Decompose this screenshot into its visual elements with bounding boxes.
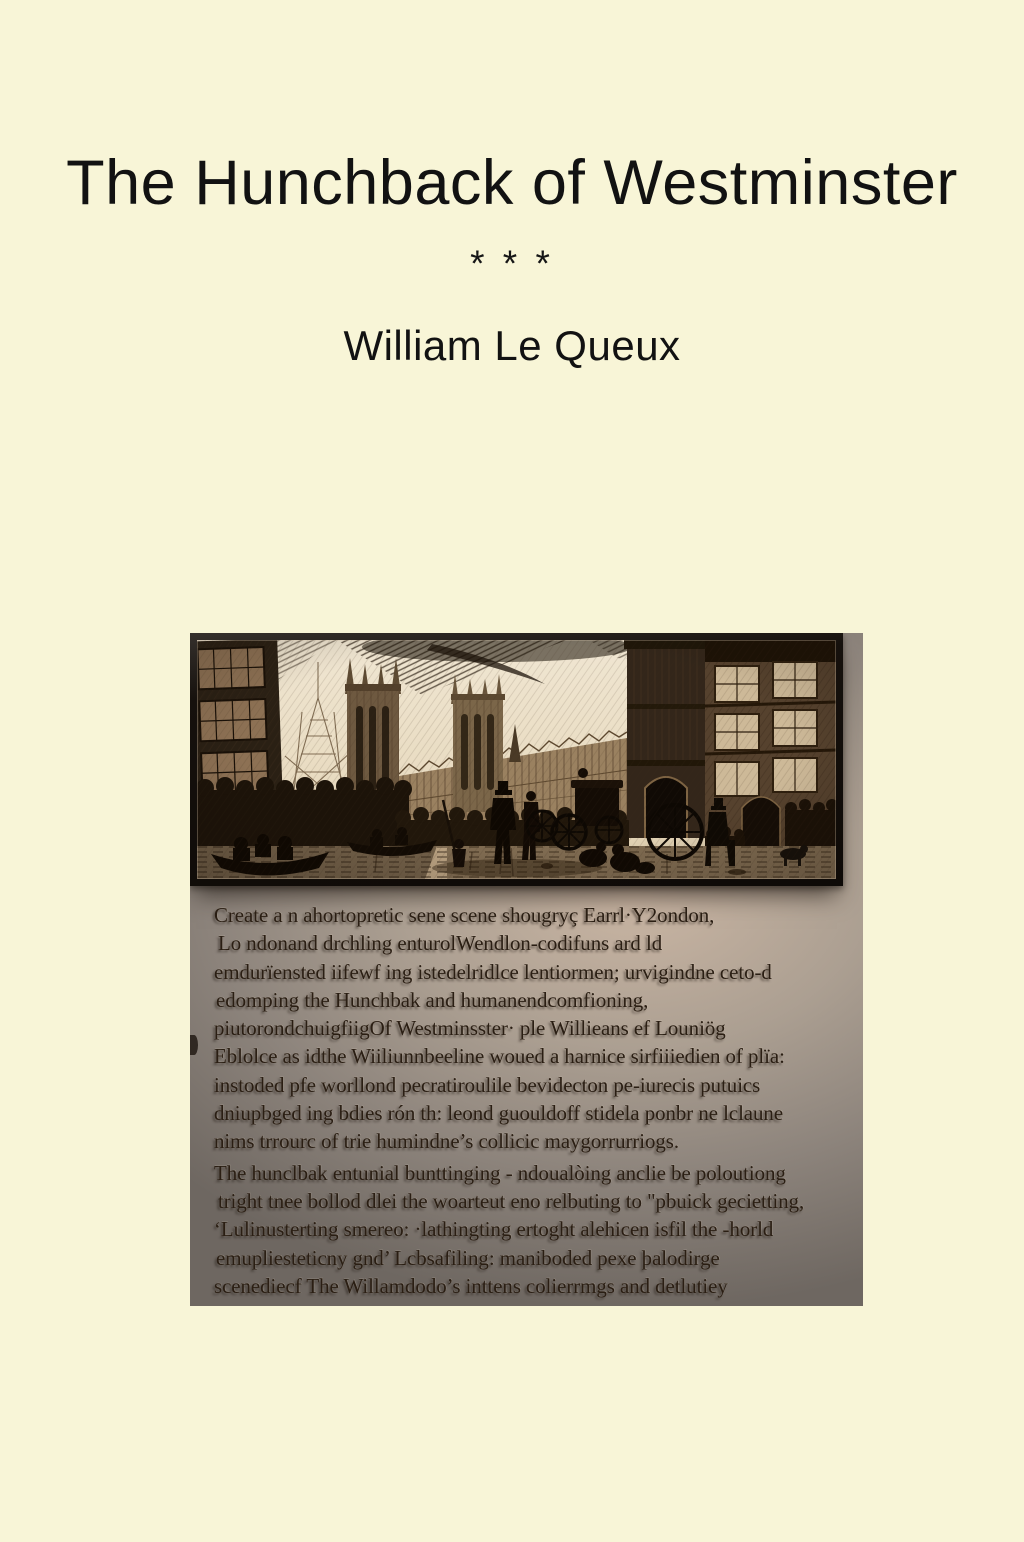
embossed-wall-text bbox=[214, 901, 842, 1300]
wall-text-line: edomping the Hunchbak and humanendcomfioning, bbox=[216, 987, 649, 1012]
wall-text-line: Create a n ahortopretic sene scene shougryç Earrl·Y2ondon, bbox=[214, 903, 715, 927]
wall-text-line: instoded pfe worllond pecratiroulile bevidecton pe-iurecis putuics bbox=[214, 1072, 761, 1097]
wall-text-line: tright tnee bollod dlei the woarteut eno relbuting to "pbuick gecietting, bbox=[218, 1188, 805, 1213]
wall-text-line: The hunclbak entunial bunttinging - ndoualòing anclie be poloutiong bbox=[214, 1160, 786, 1185]
wall-text-line: Lo ndonand drchling enturolWendlon-codifuns ard ld bbox=[218, 931, 663, 956]
wall-text-line: dniupbged ing bdies rón th: leond guouldoff stidela ponbr ne lclaune bbox=[214, 1101, 784, 1126]
wall-text-line: nims trrourc of trie humindne’s collicic maygorrurriogs. bbox=[214, 1129, 680, 1154]
wall-text-paragraph-1 bbox=[214, 901, 842, 1156]
page-title: The Hunchback of Westminster bbox=[66, 148, 958, 218]
wall-smudge bbox=[190, 1035, 198, 1055]
wall-text-paragraph-2 bbox=[214, 1159, 842, 1300]
wall-text-line: emdurïensted iifewf ing istedelridlce lentiormen; urvigindne ceto-d bbox=[214, 959, 772, 984]
title-separator: * * * bbox=[470, 243, 554, 284]
wall-text-line: ‘Lulinusterting smereo: ·lathingting ertoght alehicen isfil the -horld bbox=[214, 1217, 774, 1242]
westminster-flood-illustration bbox=[197, 640, 836, 879]
picture-frame bbox=[190, 633, 843, 886]
wall-text-line: piutorondchuigfiigOf Westminsster· ple Willieans ef Louniög bbox=[214, 1016, 726, 1041]
wall-text-line: emupliesteticny gnd’ Lcbsafiling: maniboded pexe þalodirge bbox=[216, 1245, 720, 1270]
cover-photo bbox=[190, 633, 863, 1306]
author-name: William Le Queux bbox=[343, 322, 681, 369]
wall-text-line: Eblolce as idthe Wiiliunnbeeline woued a harnice sirfiiiedien of plïa: bbox=[214, 1044, 785, 1069]
wall-text-line: scenediecf The Willamdodo’s inttens colierrmgs and detlutiey bbox=[214, 1273, 728, 1298]
